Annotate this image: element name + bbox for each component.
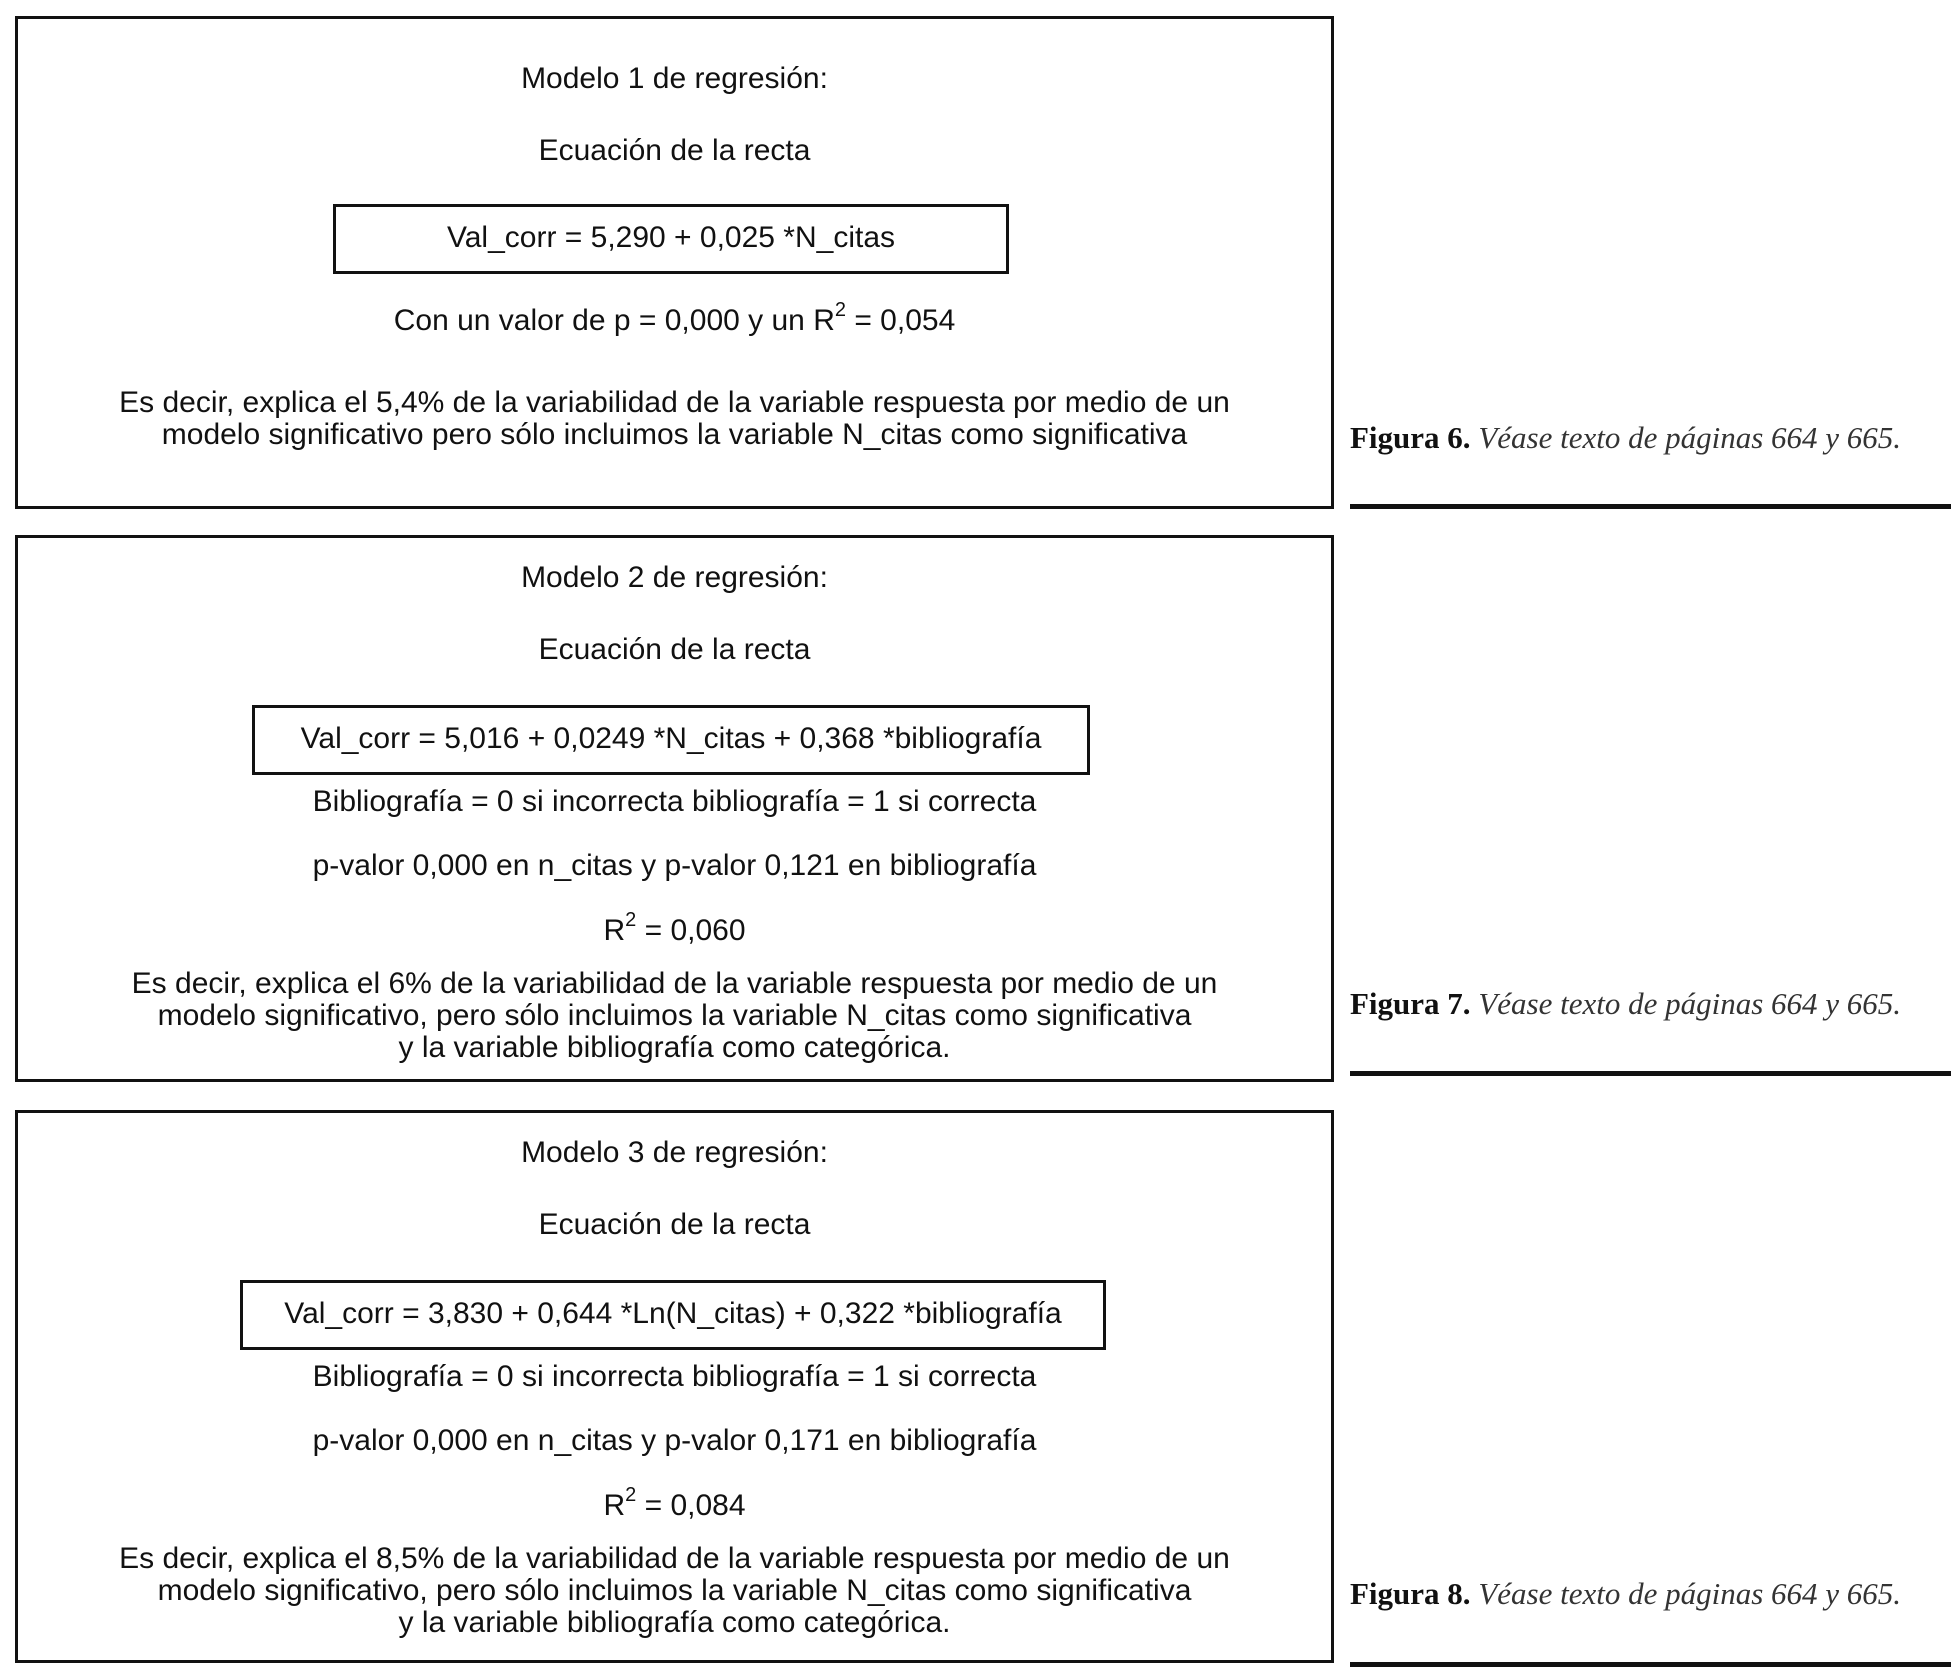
model-title: Modelo 1 de regresión: <box>521 62 828 95</box>
equation-heading: Ecuación de la recta <box>538 1208 811 1241</box>
coding-note: Bibliografía = 0 si incorrecta bibliografía = 1 si correcta <box>312 1360 1037 1393</box>
figure-6-panel <box>15 16 1334 509</box>
pvalues-line: p-valor 0,000 en n_citas y p-valor 0,171 en bibliografía <box>312 1424 1037 1457</box>
equation-box: Val_corr = 5,016 + 0,0249 *N_citas + 0,368 *bibliografía <box>252 705 1090 775</box>
model-title: Modelo 2 de regresión: <box>521 561 828 594</box>
model-title: Modelo 3 de regresión: <box>521 1136 828 1169</box>
figure-6-caption <box>1350 418 1950 458</box>
figure-8-panel <box>15 1110 1334 1663</box>
pvalues-line: p-valor 0,000 en n_citas y p-valor 0,121 en bibliografía <box>312 849 1037 882</box>
caption-label: Figura 7. <box>1350 986 1471 1021</box>
caption-label: Figura 6. <box>1350 420 1471 455</box>
coding-note: Bibliografía = 0 si incorrecta bibliografía = 1 si correcta <box>312 785 1037 818</box>
caption-text: Véase texto de páginas 664 y 665. <box>1478 986 1902 1021</box>
stats-line: Con un valor de p = 0,000 y un $R^2 = 0,054$ <box>393 299 956 337</box>
caption-text: Véase texto de páginas 664 y 665. <box>1478 420 1902 455</box>
caption-label: Figura 8. <box>1350 1576 1471 1611</box>
equation-box: Val_corr = 5,290 + 0,025 *N_citas <box>333 204 1009 274</box>
conclusion-text: Es decir, explica el 8,5% de la variabilidad de la variable respuesta por medio de un modelo significativo, pero sólo incluimos la variable N_citas como significativa y la variable bibliografía como categórica. <box>119 1542 1230 1639</box>
equation-heading: Ecuación de la recta <box>538 134 811 167</box>
caption-text: Véase texto de páginas 664 y 665. <box>1478 1576 1902 1611</box>
equation-box: Val_corr = 3,830 + 0,644 *Ln(N_citas) + 0,322 *bibliografía <box>240 1280 1106 1350</box>
figure-7-panel <box>15 535 1334 1082</box>
equation-heading: Ecuación de la recta <box>538 633 811 666</box>
r2-line: $R^2 = 0,060$ <box>603 909 746 947</box>
figure-7-rule <box>1350 1071 1951 1076</box>
figure-8-caption <box>1350 1574 1950 1614</box>
conclusion-text: Es decir, explica el 6% de la variabilidad de la variable respuesta por medio de un modelo significativo, pero sólo incluimos la variable N_citas como significativa y la variable bibliografía como categórica. <box>131 967 1218 1064</box>
r2-line: $R^2 = 0,084$ <box>603 1484 746 1522</box>
figure-7-caption <box>1350 984 1950 1024</box>
figure-8-rule <box>1350 1662 1951 1667</box>
figure-6-rule <box>1350 504 1951 509</box>
conclusion-text: Es decir, explica el 5,4% de la variabilidad de la variable respuesta por medio de un modelo significativo pero sólo incluimos la variable N_citas como significativa <box>119 386 1230 451</box>
